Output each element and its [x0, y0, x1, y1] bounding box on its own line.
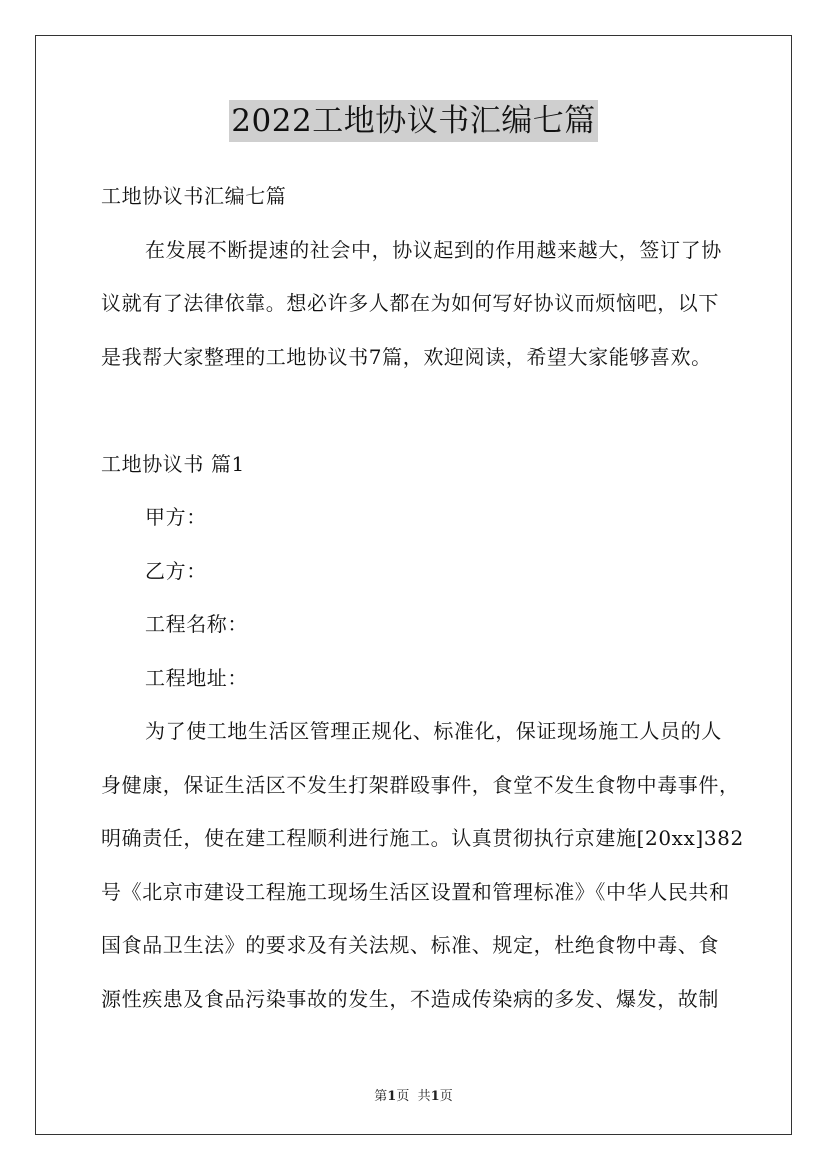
project-address-label: 工程地址： [145, 665, 248, 690]
body-paragraph-line-6: 源性疾患及食品污染事故的发生，不造成传染病的多发、爆发，故制 [101, 986, 719, 1011]
total-suffix: 页 [439, 1089, 453, 1104]
document-title-text: 2022工地协议书汇编七篇 [229, 100, 597, 142]
document-title [0, 100, 827, 142]
page-suffix: 页 [396, 1089, 410, 1104]
party-a-label: 甲方： [145, 505, 207, 529]
body-paragraph-line-3: 明确责任，使在建工程顺利进行施工。认真贯彻执行京建施[20xx]382 [101, 826, 744, 850]
project-name-label: 工程名称： [145, 612, 248, 636]
body-paragraph-line-1: 为了使工地生活区管理正规化、标准化，保证现场施工人员的人 [145, 719, 722, 743]
page-prefix: 第 [374, 1089, 388, 1104]
page-footer [0, 1085, 827, 1104]
intro-paragraph-line-3: 是我帮大家整理的工地协议书7篇，欢迎阅读，希望大家能够喜欢。 [101, 344, 712, 369]
section-heading: 工地协议书 篇1 [101, 451, 245, 476]
intro-paragraph-line-2: 议就有了法律依靠。想必许多人都在为如何写好协议而烦恼吧，以下 [101, 291, 719, 315]
total-pages: 1 [430, 1089, 440, 1104]
page-number: 1 [387, 1089, 397, 1104]
body-paragraph-line-2: 身健康，保证生活区不发生打架群殴事件，食堂不发生食物中毒事件， [101, 772, 740, 797]
body-paragraph-line-4: 号《北京市建设工程施工现场生活区设置和管理标准》《中华人民共和 [101, 879, 730, 904]
body-paragraph-line-5: 国食品卫生法》的要求及有关法规、标准、规定，杜绝食物中毒、食 [101, 933, 719, 957]
document-body [101, 170, 744, 1026]
party-b-label: 乙方： [145, 558, 207, 583]
subtitle-line: 工地协议书汇编七篇 [101, 184, 287, 208]
paragraph-gap [101, 384, 741, 438]
intro-paragraph-line-1: 在发展不断提速的社会中，协议起到的作用越来越大，签订了协 [145, 237, 722, 262]
total-prefix: 共 [417, 1089, 431, 1104]
